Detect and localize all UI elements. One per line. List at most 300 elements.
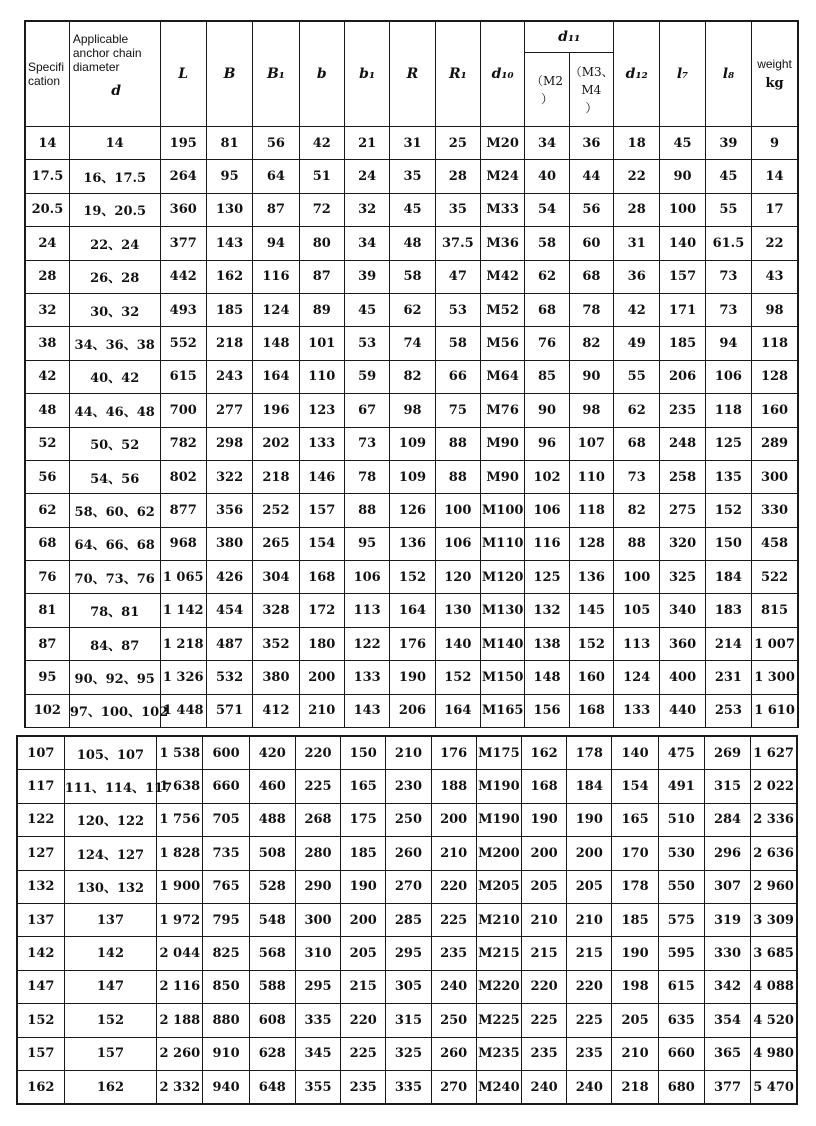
table-cell: 352 bbox=[253, 627, 299, 660]
table-cell: 160 bbox=[569, 661, 613, 694]
table-cell: 1 538 bbox=[157, 736, 203, 770]
table-cell: 90 bbox=[569, 360, 613, 393]
table-cell: 270 bbox=[431, 1070, 476, 1104]
table-cell: 175 bbox=[341, 803, 386, 836]
table-cell: 171 bbox=[660, 293, 705, 326]
table-cell: 285 bbox=[386, 903, 431, 936]
table-cell: 360 bbox=[660, 627, 705, 660]
table-cell: 184 bbox=[567, 770, 612, 803]
table-cell: 122 bbox=[344, 627, 389, 660]
table-cell: 106 bbox=[705, 360, 751, 393]
table-cell: 73 bbox=[344, 427, 389, 460]
header-l8: l₈ bbox=[705, 21, 751, 127]
table-cell: 78 bbox=[344, 460, 389, 493]
table-cell: 95 bbox=[344, 527, 389, 560]
table-cell: 105、107 bbox=[64, 736, 156, 770]
table-cell: 54、56 bbox=[69, 460, 160, 493]
table-cell: 31 bbox=[614, 227, 660, 260]
table-row bbox=[17, 837, 797, 870]
table-cell: 1 610 bbox=[752, 694, 798, 727]
table-cell: M190 bbox=[476, 770, 521, 803]
table-cell: 322 bbox=[206, 460, 252, 493]
table-row bbox=[25, 394, 798, 427]
table-cell: M165 bbox=[481, 694, 525, 727]
table-cell: 98 bbox=[569, 394, 613, 427]
table-cell: 28 bbox=[435, 160, 480, 193]
table-cell: 172 bbox=[299, 594, 344, 627]
table-row bbox=[25, 594, 798, 627]
table-row bbox=[25, 661, 798, 694]
table-cell: 105 bbox=[614, 594, 660, 627]
table-cell: 56 bbox=[569, 193, 613, 226]
table-cell: 55 bbox=[614, 360, 660, 393]
table-cell: 120 bbox=[435, 561, 480, 594]
table-cell: 110 bbox=[299, 360, 344, 393]
table-cell: 148 bbox=[253, 327, 299, 360]
table-cell: 164 bbox=[435, 694, 480, 727]
table-row bbox=[17, 1037, 797, 1070]
table-cell: M200 bbox=[476, 837, 521, 870]
table-cell: 240 bbox=[567, 1070, 612, 1104]
table-cell: 98 bbox=[752, 293, 798, 326]
table-cell: 335 bbox=[295, 1004, 340, 1037]
table-cell: 253 bbox=[705, 694, 751, 727]
table-cell: 31 bbox=[390, 127, 435, 160]
table-cell: 45 bbox=[390, 193, 435, 226]
table-cell: 130、132 bbox=[64, 870, 156, 903]
table-cell: M56 bbox=[481, 327, 525, 360]
table-cell: 235 bbox=[431, 937, 476, 970]
table-cell: 2 260 bbox=[157, 1037, 203, 1070]
table-cell: 62 bbox=[525, 260, 569, 293]
table-cell: 61.5 bbox=[705, 227, 751, 260]
table-cell: 355 bbox=[295, 1070, 340, 1104]
table-cell: 4 980 bbox=[751, 1037, 797, 1070]
table-cell: 200 bbox=[522, 837, 567, 870]
table-cell: 82 bbox=[614, 494, 660, 527]
table-cell: 138 bbox=[525, 627, 569, 660]
table-cell: 128 bbox=[569, 527, 613, 560]
table-cell: 9 bbox=[752, 127, 798, 160]
table-cell: 18 bbox=[614, 127, 660, 160]
table-cell: 51 bbox=[299, 160, 344, 193]
table-cell: 183 bbox=[705, 594, 751, 627]
table-cell: 2 188 bbox=[157, 1004, 203, 1037]
table-cell: 600 bbox=[203, 736, 249, 770]
table-cell: 58 bbox=[525, 227, 569, 260]
table-cell: 133 bbox=[614, 694, 660, 727]
table-cell: 42 bbox=[299, 127, 344, 160]
table-cell: 107 bbox=[569, 427, 613, 460]
table-cell: 220 bbox=[341, 1004, 386, 1037]
header-anchor-diameter: Applicable anchor chain diameter d bbox=[69, 21, 160, 127]
table-cell: 328 bbox=[253, 594, 299, 627]
table-cell: 190 bbox=[612, 937, 658, 970]
table-cell: 73 bbox=[705, 260, 751, 293]
table-cell: 215 bbox=[567, 937, 612, 970]
table-cell: 94 bbox=[705, 327, 751, 360]
table-cell: 44 bbox=[569, 160, 613, 193]
table-cell: 39 bbox=[344, 260, 389, 293]
table-cell: 101 bbox=[299, 327, 344, 360]
table-row bbox=[25, 527, 798, 560]
table-cell: 74 bbox=[390, 327, 435, 360]
table-cell: 98 bbox=[390, 394, 435, 427]
table-cell: 198 bbox=[612, 970, 658, 1003]
table-cell: 58、60、62 bbox=[69, 494, 160, 527]
table-row bbox=[17, 903, 797, 936]
table-cell: 78、81 bbox=[69, 594, 160, 627]
table-cell: 124、127 bbox=[64, 837, 156, 870]
table-cell: 152 bbox=[435, 661, 480, 694]
table-cell: 200 bbox=[567, 837, 612, 870]
table-cell: 190 bbox=[341, 870, 386, 903]
table-cell: 117 bbox=[17, 770, 64, 803]
header-b: b bbox=[299, 21, 344, 127]
table-cell: 615 bbox=[658, 970, 704, 1003]
table-cell: 268 bbox=[295, 803, 340, 836]
table-cell: 125 bbox=[525, 561, 569, 594]
table-cell: 70、73、76 bbox=[69, 561, 160, 594]
table-cell: 17.5 bbox=[25, 160, 69, 193]
table-cell: 458 bbox=[752, 527, 798, 560]
table-cell: 17 bbox=[752, 193, 798, 226]
table-cell: 300 bbox=[752, 460, 798, 493]
table-cell: 1 326 bbox=[160, 661, 206, 694]
table-cell: 300 bbox=[295, 903, 340, 936]
table-cell: 218 bbox=[206, 327, 252, 360]
table-cell: 205 bbox=[567, 870, 612, 903]
table-cell: 218 bbox=[612, 1070, 658, 1104]
table-cell: 280 bbox=[295, 837, 340, 870]
table-cell: 76 bbox=[25, 561, 69, 594]
table-cell: 188 bbox=[431, 770, 476, 803]
table-cell: 88 bbox=[435, 460, 480, 493]
table-cell: 125 bbox=[705, 427, 751, 460]
table-cell: 210 bbox=[612, 1037, 658, 1070]
table-cell: 552 bbox=[160, 327, 206, 360]
table-cell: 442 bbox=[160, 260, 206, 293]
table-cell: M240 bbox=[476, 1070, 521, 1104]
table-cell: M130 bbox=[481, 594, 525, 627]
table-cell: 32 bbox=[25, 293, 69, 326]
table-cell: 150 bbox=[705, 527, 751, 560]
table-cell: 200 bbox=[299, 661, 344, 694]
table-cell: 157 bbox=[660, 260, 705, 293]
table-cell: 235 bbox=[341, 1070, 386, 1104]
table-cell: 102 bbox=[25, 694, 69, 727]
header-d10: d₁₀ bbox=[481, 21, 525, 127]
table-row bbox=[17, 1004, 797, 1037]
table-cell: 78 bbox=[569, 293, 613, 326]
table-row bbox=[25, 460, 798, 493]
table-cell: 420 bbox=[249, 736, 295, 770]
table-cell: 67 bbox=[344, 394, 389, 427]
table-cell: 137 bbox=[64, 903, 156, 936]
table-cell: 96 bbox=[525, 427, 569, 460]
table-row bbox=[25, 127, 798, 160]
table-row bbox=[17, 1070, 797, 1104]
table-cell: 2 116 bbox=[157, 970, 203, 1003]
table-cell: 24 bbox=[344, 160, 389, 193]
table-cell: 87 bbox=[299, 260, 344, 293]
table-cell: 90、92、95 bbox=[69, 661, 160, 694]
table-cell: 568 bbox=[249, 937, 295, 970]
table-cell: 38 bbox=[25, 327, 69, 360]
table-cell: 165 bbox=[341, 770, 386, 803]
table-cell: 185 bbox=[612, 903, 658, 936]
table-cell: 162 bbox=[522, 736, 567, 770]
table-cell: 275 bbox=[660, 494, 705, 527]
table-cell: 412 bbox=[253, 694, 299, 727]
table-cell: M64 bbox=[481, 360, 525, 393]
table-cell: 95 bbox=[25, 661, 69, 694]
table-cell: M220 bbox=[476, 970, 521, 1003]
table-cell: 30、32 bbox=[69, 293, 160, 326]
table-row bbox=[25, 427, 798, 460]
table-cell: M42 bbox=[481, 260, 525, 293]
table-cell: 84、87 bbox=[69, 627, 160, 660]
table-cell: 206 bbox=[660, 360, 705, 393]
table-cell: 150 bbox=[341, 736, 386, 770]
table-cell: 205 bbox=[522, 870, 567, 903]
table-cell: 28 bbox=[25, 260, 69, 293]
table-cell: 162 bbox=[206, 260, 252, 293]
table-cell: 1 638 bbox=[157, 770, 203, 803]
table-cell: 354 bbox=[704, 1004, 750, 1037]
table-cell: 5 470 bbox=[751, 1070, 797, 1104]
table-cell: 250 bbox=[386, 803, 431, 836]
table-cell: 258 bbox=[660, 460, 705, 493]
table-row bbox=[25, 227, 798, 260]
table-cell: 1 627 bbox=[751, 736, 797, 770]
table-cell: 196 bbox=[253, 394, 299, 427]
table-cell: 220 bbox=[431, 870, 476, 903]
table-cell: 56 bbox=[253, 127, 299, 160]
table-cell: 940 bbox=[203, 1070, 249, 1104]
table-cell: 260 bbox=[386, 837, 431, 870]
table-cell: 248 bbox=[660, 427, 705, 460]
table-cell: 220 bbox=[567, 970, 612, 1003]
table-cell: 528 bbox=[249, 870, 295, 903]
table-cell: 118 bbox=[705, 394, 751, 427]
table-cell: 106 bbox=[435, 527, 480, 560]
table-cell: 3 309 bbox=[751, 903, 797, 936]
table-cell: 90 bbox=[660, 160, 705, 193]
table-cell: 802 bbox=[160, 460, 206, 493]
table-cell: 162 bbox=[64, 1070, 156, 1104]
table-body-part2 bbox=[17, 736, 797, 1104]
table-cell: 156 bbox=[525, 694, 569, 727]
table-cell: 142 bbox=[17, 937, 64, 970]
table-cell: 111、114、117 bbox=[64, 770, 156, 803]
table-cell: 968 bbox=[160, 527, 206, 560]
table-cell: 87 bbox=[253, 193, 299, 226]
table-row bbox=[25, 293, 798, 326]
table-cell: 170 bbox=[612, 837, 658, 870]
table-cell: 508 bbox=[249, 837, 295, 870]
table-cell: 588 bbox=[249, 970, 295, 1003]
table-cell: M90 bbox=[481, 427, 525, 460]
table-cell: 296 bbox=[704, 837, 750, 870]
table-cell: M150 bbox=[481, 661, 525, 694]
table-cell: 26、28 bbox=[69, 260, 160, 293]
table-cell: 113 bbox=[344, 594, 389, 627]
table-cell: 225 bbox=[295, 770, 340, 803]
table-cell: 220 bbox=[522, 970, 567, 1003]
table-cell: M52 bbox=[481, 293, 525, 326]
header-specification: Specifi cation bbox=[25, 21, 69, 127]
table-cell: 635 bbox=[658, 1004, 704, 1037]
table-cell: M175 bbox=[476, 736, 521, 770]
table-cell: 1 972 bbox=[157, 903, 203, 936]
table-cell: 152 bbox=[17, 1004, 64, 1037]
table-cell: 235 bbox=[660, 394, 705, 427]
table-cell: 140 bbox=[660, 227, 705, 260]
table-cell: 4 520 bbox=[751, 1004, 797, 1037]
table-cell: 53 bbox=[435, 293, 480, 326]
table-cell: M210 bbox=[476, 903, 521, 936]
table-cell: 252 bbox=[253, 494, 299, 527]
table-cell: 460 bbox=[249, 770, 295, 803]
table-cell: 205 bbox=[341, 937, 386, 970]
table-cell: 100 bbox=[435, 494, 480, 527]
table-cell: 660 bbox=[658, 1037, 704, 1070]
table-cell: 152 bbox=[705, 494, 751, 527]
table-cell: 178 bbox=[612, 870, 658, 903]
table-row bbox=[25, 694, 798, 727]
table-cell: 335 bbox=[386, 1070, 431, 1104]
table-cell: 68 bbox=[569, 260, 613, 293]
table-row bbox=[25, 260, 798, 293]
table-cell: 2 332 bbox=[157, 1070, 203, 1104]
table-row bbox=[17, 736, 797, 770]
table-cell: M205 bbox=[476, 870, 521, 903]
table-cell: 365 bbox=[704, 1037, 750, 1070]
table-cell: 73 bbox=[614, 460, 660, 493]
table-cell: 270 bbox=[386, 870, 431, 903]
table-cell: 493 bbox=[160, 293, 206, 326]
table-cell: 25 bbox=[435, 127, 480, 160]
table-row bbox=[17, 937, 797, 970]
table-cell: 68 bbox=[614, 427, 660, 460]
table-cell: 66 bbox=[435, 360, 480, 393]
table-cell: 176 bbox=[431, 736, 476, 770]
table-cell: 195 bbox=[160, 127, 206, 160]
table-cell: 20.5 bbox=[25, 193, 69, 226]
table-cell: 122 bbox=[17, 803, 64, 836]
table-cell: 360 bbox=[160, 193, 206, 226]
table-cell: 146 bbox=[299, 460, 344, 493]
table-cell: 68 bbox=[525, 293, 569, 326]
table-cell: 225 bbox=[567, 1004, 612, 1037]
table-cell: 264 bbox=[160, 160, 206, 193]
table-cell: 345 bbox=[295, 1037, 340, 1070]
table-cell: M90 bbox=[481, 460, 525, 493]
table-cell: 220 bbox=[295, 736, 340, 770]
table-cell: 14 bbox=[69, 127, 160, 160]
table-cell: 3 685 bbox=[751, 937, 797, 970]
table-cell: 75 bbox=[435, 394, 480, 427]
table-cell: 135 bbox=[705, 460, 751, 493]
table-cell: 164 bbox=[390, 594, 435, 627]
table-cell: 133 bbox=[344, 661, 389, 694]
table-cell: 307 bbox=[704, 870, 750, 903]
table-cell: 72 bbox=[299, 193, 344, 226]
table-cell: 116 bbox=[525, 527, 569, 560]
table-cell: 130 bbox=[435, 594, 480, 627]
table-cell: 157 bbox=[64, 1037, 156, 1070]
table-cell: 356 bbox=[206, 494, 252, 527]
table-cell: 143 bbox=[206, 227, 252, 260]
table-cell: 548 bbox=[249, 903, 295, 936]
table-cell: 2 022 bbox=[751, 770, 797, 803]
table-cell: 250 bbox=[431, 1004, 476, 1037]
table-cell: 160 bbox=[752, 394, 798, 427]
table-cell: 22 bbox=[614, 160, 660, 193]
table-cell: 157 bbox=[17, 1037, 64, 1070]
table-cell: 32 bbox=[344, 193, 389, 226]
table-cell: M235 bbox=[476, 1037, 521, 1070]
table-cell: 87 bbox=[25, 627, 69, 660]
table-cell: 225 bbox=[431, 903, 476, 936]
table-cell: 190 bbox=[522, 803, 567, 836]
header-d11: d₁₁ bbox=[525, 21, 614, 53]
table-cell: 102 bbox=[525, 460, 569, 493]
table-cell: 127 bbox=[17, 837, 64, 870]
table-cell: 124 bbox=[614, 661, 660, 694]
table-cell: M76 bbox=[481, 394, 525, 427]
anchor-chain-table-part1 bbox=[24, 20, 799, 728]
table-cell: 55 bbox=[705, 193, 751, 226]
table-cell: 185 bbox=[660, 327, 705, 360]
table-cell: 88 bbox=[344, 494, 389, 527]
table-cell: 1 065 bbox=[160, 561, 206, 594]
table-cell: 184 bbox=[705, 561, 751, 594]
table-cell: 4 088 bbox=[751, 970, 797, 1003]
header-d11-m2: （M2 ） bbox=[525, 53, 569, 127]
table-cell: 152 bbox=[569, 627, 613, 660]
table-cell: 35 bbox=[435, 193, 480, 226]
table-cell: 487 bbox=[206, 627, 252, 660]
table-cell: 147 bbox=[64, 970, 156, 1003]
table-cell: 205 bbox=[612, 1004, 658, 1037]
table-cell: 168 bbox=[299, 561, 344, 594]
table-cell: 36 bbox=[614, 260, 660, 293]
table-cell: M215 bbox=[476, 937, 521, 970]
table-cell: 137 bbox=[17, 903, 64, 936]
table-cell: 53 bbox=[344, 327, 389, 360]
table-cell: 106 bbox=[525, 494, 569, 527]
table-cell: 60 bbox=[569, 227, 613, 260]
table-cell: 34 bbox=[344, 227, 389, 260]
table-cell: 82 bbox=[390, 360, 435, 393]
table-cell: 80 bbox=[299, 227, 344, 260]
table-cell: 1 756 bbox=[157, 803, 203, 836]
table-cell: 2 636 bbox=[751, 837, 797, 870]
table-row bbox=[25, 160, 798, 193]
table-cell: 123 bbox=[299, 394, 344, 427]
table-cell: 14 bbox=[752, 160, 798, 193]
table-cell: 110 bbox=[569, 460, 613, 493]
table-cell: 380 bbox=[206, 527, 252, 560]
table-cell: 85 bbox=[525, 360, 569, 393]
table-row bbox=[17, 770, 797, 803]
table-cell: 330 bbox=[704, 937, 750, 970]
table-cell: 16、17.5 bbox=[69, 160, 160, 193]
header-weight: weight kg bbox=[752, 21, 798, 127]
table-cell: 491 bbox=[658, 770, 704, 803]
